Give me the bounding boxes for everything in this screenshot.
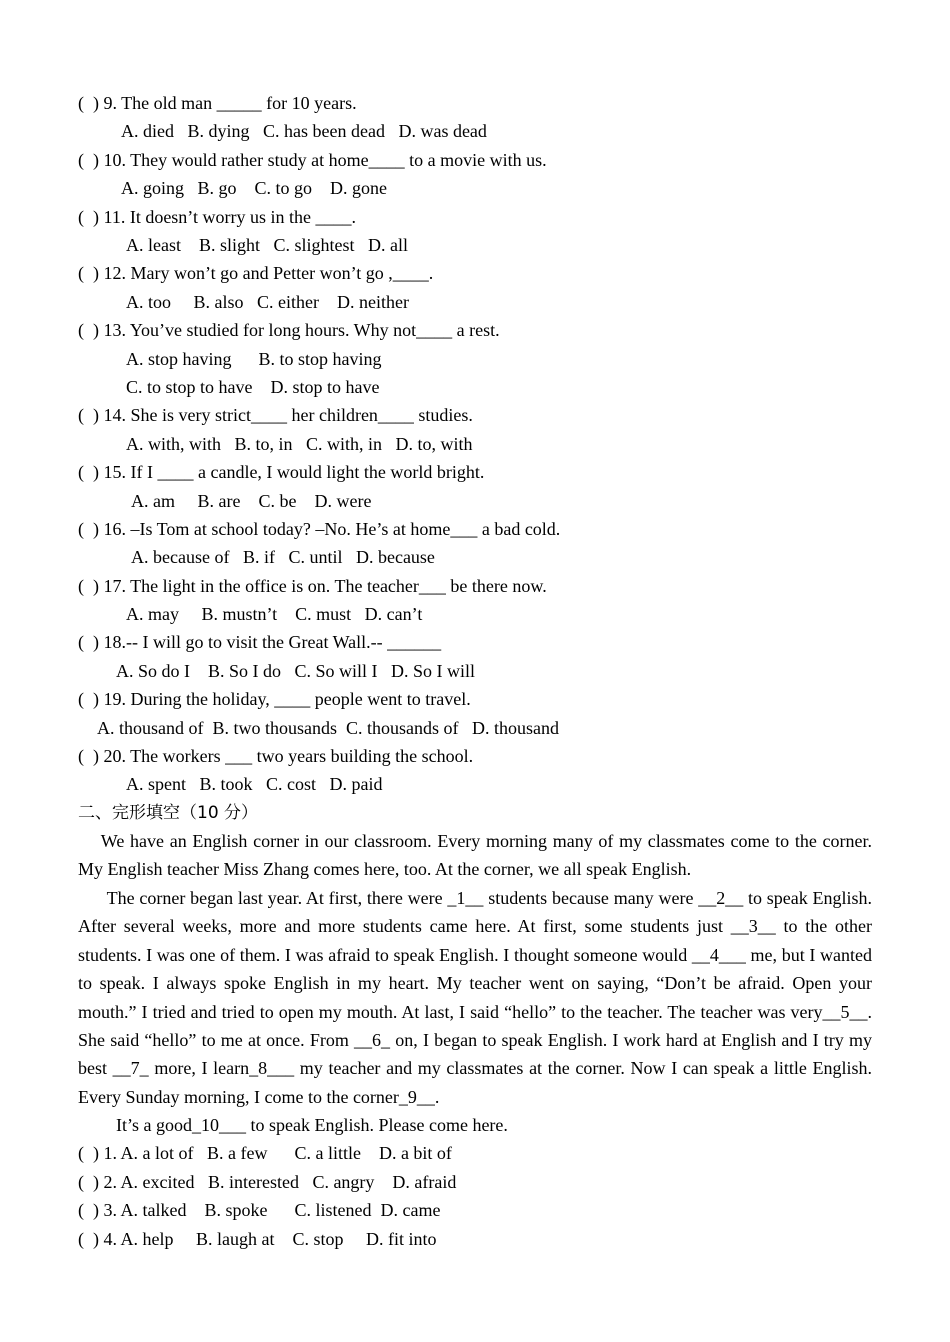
question-9-options: A. died B. dying C. has been dead D. was dead: [121, 121, 487, 141]
question-14-options: A. with, with B. to, in C. with, in D. to, with: [126, 434, 473, 454]
question-19-options: A. thousand of B. two thousands C. thousands of D. thousand: [97, 718, 559, 738]
question-15: ( ) 15. If I ____ a candle, I would light the world bright.: [78, 462, 485, 482]
question-10-options: A. going B. go C. to go D. gone: [121, 178, 388, 198]
question-10: ( ) 10. They would rather study at home____ to a movie with us.: [78, 150, 547, 170]
question-20: ( ) 20. The workers ___ two years building the school.: [78, 746, 474, 766]
question-20-options: A. spent B. took C. cost D. paid: [126, 774, 383, 794]
question-16-options: A. because of B. if C. until D. because: [131, 547, 435, 567]
question-13-options-b: C. to stop to have D. stop to have: [126, 377, 380, 397]
cloze-question-3: ( ) 3. A. talked B. spoke C. listened D. came: [78, 1200, 441, 1220]
question-17-options: A. may B. mustn’t C. must D. can’t: [126, 604, 423, 624]
cloze-question-2: ( ) 2. A. excited B. interested C. angry D. afraid: [78, 1172, 457, 1192]
cloze-question-1: ( ) 1. A. a lot of B. a few C. a little D. a bit of: [78, 1143, 452, 1163]
question-12-options: A. too B. also C. either D. neither: [126, 292, 409, 312]
question-9: ( ) 9. The old man _____ for 10 years.: [78, 93, 357, 113]
passage-paragraph-1: We have an English corner in our classroom. Every morning many of my classmates come to the corner. My English teacher Miss Zhang comes here, too. At the corner, we all speak English.: [78, 831, 872, 880]
question-11-options: A. least B. slight C. slightest D. all: [126, 235, 408, 255]
passage-paragraph-3: It’s a good_10___ to speak English. Please come here.: [116, 1115, 508, 1135]
question-13: ( ) 13. You’ve studied for long hours. Why not____ a rest.: [78, 320, 500, 340]
passage-paragraph-2: The corner began last year. At first, there were _1__ students because many were __2__ to speak English. After several weeks, more and more students came here. At first, some students just __3__ to the other students. I was one of them. I was afraid to speak English. I thought someone would __4___ me, but I wanted to speak. I always spoke English in my heart. My teacher went on saying, “Don’t be afraid. Open your mouth.” I tried and tried to open my mouth. At last, I said “hello” to the teacher. The teacher was very__5__. She said “hello” to me at once. From __6_ on, I began to speak English. I work hard at English and I try my best __7_ more, I learn_8___ my teacher and my classmates at the corner. Now I can speak a little English. Every Sunday morning, I come to the corner_9__.: [78, 888, 872, 1107]
question-15-options: A. am B. are C. be D. were: [131, 491, 372, 511]
question-12: ( ) 12. Mary won’t go and Petter won’t go ,____.: [78, 263, 434, 283]
question-17: ( ) 17. The light in the office is on. The teacher___ be there now.: [78, 576, 547, 596]
question-18: ( ) 18.-- I will go to visit the Great Wall.-- ______: [78, 632, 442, 652]
cloze-question-4: ( ) 4. A. help B. laugh at C. stop D. fit into: [78, 1229, 437, 1249]
question-19: ( ) 19. During the holiday, ____ people went to travel.: [78, 689, 471, 709]
question-16: ( ) 16. –Is Tom at school today? –No. He’s at home___ a bad cold.: [78, 519, 561, 539]
question-14: ( ) 14. She is very strict____ her children____ studies.: [78, 405, 473, 425]
question-11: ( ) 11. It doesn’t worry us in the ____.: [78, 207, 356, 227]
question-13-options-a: A. stop having B. to stop having: [126, 349, 382, 369]
question-18-options: A. So do I B. So I do C. So will I D. So I will: [116, 661, 476, 681]
section-heading: 二、完形填空（10 分）: [78, 803, 259, 823]
